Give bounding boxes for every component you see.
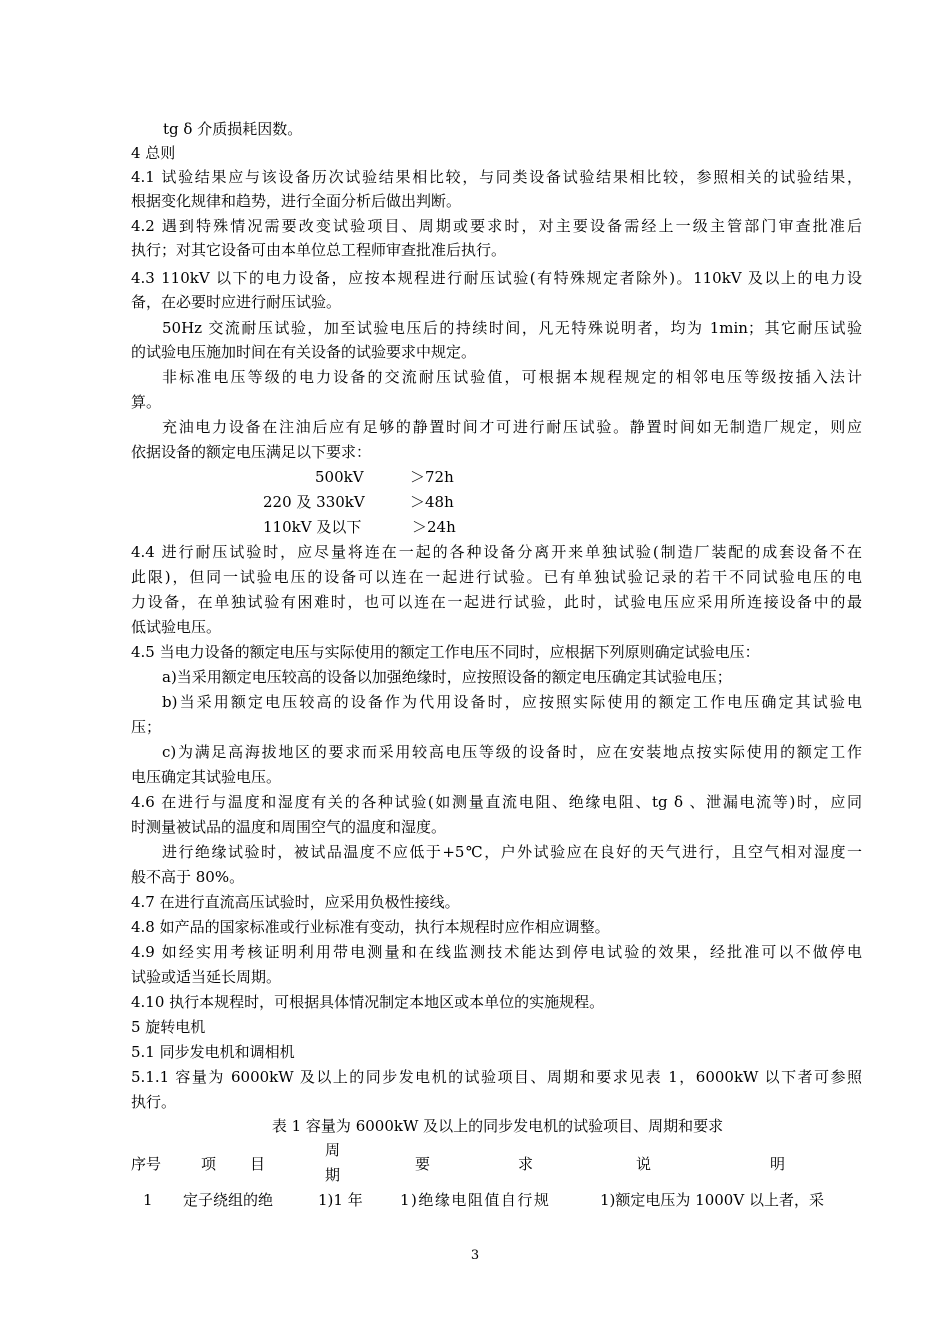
header-item-2: 目 <box>250 1155 266 1173</box>
header-requirement-2: 求 <box>518 1155 534 1173</box>
paragraph-line: 执行；对其它设备可由本单位总工程师审查批准后执行。 <box>131 241 507 259</box>
standing-time-500kv: ＞72h <box>410 468 454 486</box>
paragraph-line: 此限)，但同一试验电压的设备可以连在一起进行试验。已有单独试验记录的若干不同试验电压的电 <box>131 568 862 586</box>
paragraph-line: 4.5 当电力设备的额定电压与实际使用的额定工作电压不同时，应根据下列原则确定试验电压： <box>131 643 760 661</box>
paragraph-line: 低试验电压。 <box>131 618 222 636</box>
header-note-2: 明 <box>770 1155 786 1173</box>
header-requirement-1: 要 <box>415 1155 431 1173</box>
paragraph-line: 4.10 执行本规程时，可根据具体情况制定本地区或本单位的实施规程。 <box>131 993 605 1011</box>
standing-voltage-220-330kv: 220 及 330kV <box>263 493 365 511</box>
paragraph-line: 4.1 试验结果应与该设备历次试验结果相比较，与同类设备试验结果相比较，参照相关的试验结果， <box>131 168 862 186</box>
paragraph-line: 非标准电压等级的电力设备的交流耐压试验值，可根据本规程规定的相邻电压等级按插入法计 <box>162 368 862 386</box>
paragraph-line: 4.6 在进行与温度和湿度有关的各种试验(如测量直流电阻、绝缘电阻、tg δ 、泄漏电流等)时，应同 <box>131 793 862 811</box>
row-index: 1 <box>143 1191 153 1209</box>
list-item-a: a)当采用额定电压较高的设备以加强绝缘时，应按照设备的额定电压确定其试验电压； <box>162 668 732 686</box>
paragraph-line: 备，在必要时应进行耐压试验。 <box>131 293 342 311</box>
section-heading-5: 5 旋转电机 <box>131 1018 206 1036</box>
paragraph-line: 依据设备的额定电压满足以下要求： <box>131 443 372 461</box>
row-requirement: 1)绝缘电阻值自行规 <box>400 1191 551 1209</box>
row-note: 1)额定电压为 1000V 以上者，采 <box>600 1191 824 1209</box>
standing-voltage-110kv: 110kV 及以下 <box>263 518 362 536</box>
paragraph-line: 力设备，在单独试验有困难时，也可以连在一起进行试验，此时，试验电压应采用所连接设备中的最 <box>131 593 862 611</box>
header-period-1: 周 <box>325 1141 341 1159</box>
paragraph-line: 4.3 110kV 以下的电力设备，应按本规程进行耐压试验(有特殊规定者除外)。110kV 及以上的电力设 <box>131 269 862 287</box>
paragraph-line: 电压确定其试验电压。 <box>131 768 282 786</box>
paragraph-line: 5.1.1 容量为 6000kW 及以上的同步发电机的试验项目、周期和要求见表 1，6000kW 以下者可参照 <box>131 1068 862 1086</box>
table-caption: 表 1 容量为 6000kW 及以上的同步发电机的试验项目、周期和要求 <box>271 1117 724 1135</box>
paragraph-line: 压； <box>131 718 162 736</box>
list-item-b: b)当采用额定电压较高的设备作为代用设备时，应按照实际使用的额定工作电压确定其试验电 <box>162 693 862 711</box>
page-number: 3 <box>470 1248 480 1263</box>
paragraph-line: 50Hz 交流耐压试验，加至试验电压后的持续时间，凡无特殊说明者，均为 1min；其它耐压试验 <box>162 319 862 337</box>
paragraph-line: 执行。 <box>131 1093 177 1111</box>
header-index: 序号 <box>131 1155 162 1173</box>
subsection-heading-5-1: 5.1 同步发电机和调相机 <box>131 1043 295 1061</box>
header-note-1: 说 <box>636 1155 652 1173</box>
row-item: 定子绕组的绝 <box>183 1191 274 1209</box>
paragraph-line: 根据变化规律和趋势，进行全面分析后做出判断。 <box>131 192 462 210</box>
paragraph-line: 充油电力设备在注油后应有足够的静置时间才可进行耐压试验。静置时间如无制造厂规定，则应 <box>162 418 862 436</box>
paragraph-line: 4.2 遇到特殊情况需要改变试验项目、周期或要求时，对主要设备需经上一级主管部门审查批准后 <box>131 217 862 235</box>
paragraph-line: 般不高于 80%。 <box>131 868 245 886</box>
paragraph-line: 算。 <box>131 393 162 411</box>
standing-time-220-330kv: ＞48h <box>410 493 454 511</box>
paragraph-line: 的试验电压施加时间在有关设备的试验要求中规定。 <box>131 343 477 361</box>
header-item-1: 项 <box>201 1155 217 1173</box>
standing-time-110kv: ＞24h <box>412 518 456 536</box>
list-item-c: c)为满足高海拔地区的要求而采用较高电压等级的设备时，应在安装地点按实际使用的额定工作 <box>162 743 862 761</box>
standing-voltage-500kv: 500kV <box>315 468 364 486</box>
paragraph-line: 进行绝缘试验时，被试品温度不应低于+5℃，户外试验应在良好的天气进行，且空气相对湿度一 <box>162 843 862 861</box>
row-period: 1)1 年 <box>318 1191 363 1209</box>
paragraph-line: 4.9 如经实用考核证明利用带电测量和在线监测技术能达到停电试验的效果，经批准可以不做停电 <box>131 943 862 961</box>
paragraph-line: 4.7 在进行直流高压试验时，应采用负极性接线。 <box>131 893 460 911</box>
symbol-definition-tg-delta: tg δ 介质损耗因数。 <box>163 120 303 138</box>
paragraph-line: 试验或适当延长周期。 <box>131 968 282 986</box>
paragraph-line: 4.8 如产品的国家标准或行业标准有变动，执行本规程时应作相应调整。 <box>131 918 610 936</box>
section-heading-4: 4 总则 <box>131 144 176 162</box>
paragraph-line: 时测量被试品的温度和周围空气的温度和湿度。 <box>131 818 447 836</box>
paragraph-line: 4.4 进行耐压试验时，应尽量将连在一起的各种设备分离开来单独试验(制造厂装配的成套设备不在 <box>131 543 862 561</box>
header-period-2: 期 <box>325 1166 341 1184</box>
